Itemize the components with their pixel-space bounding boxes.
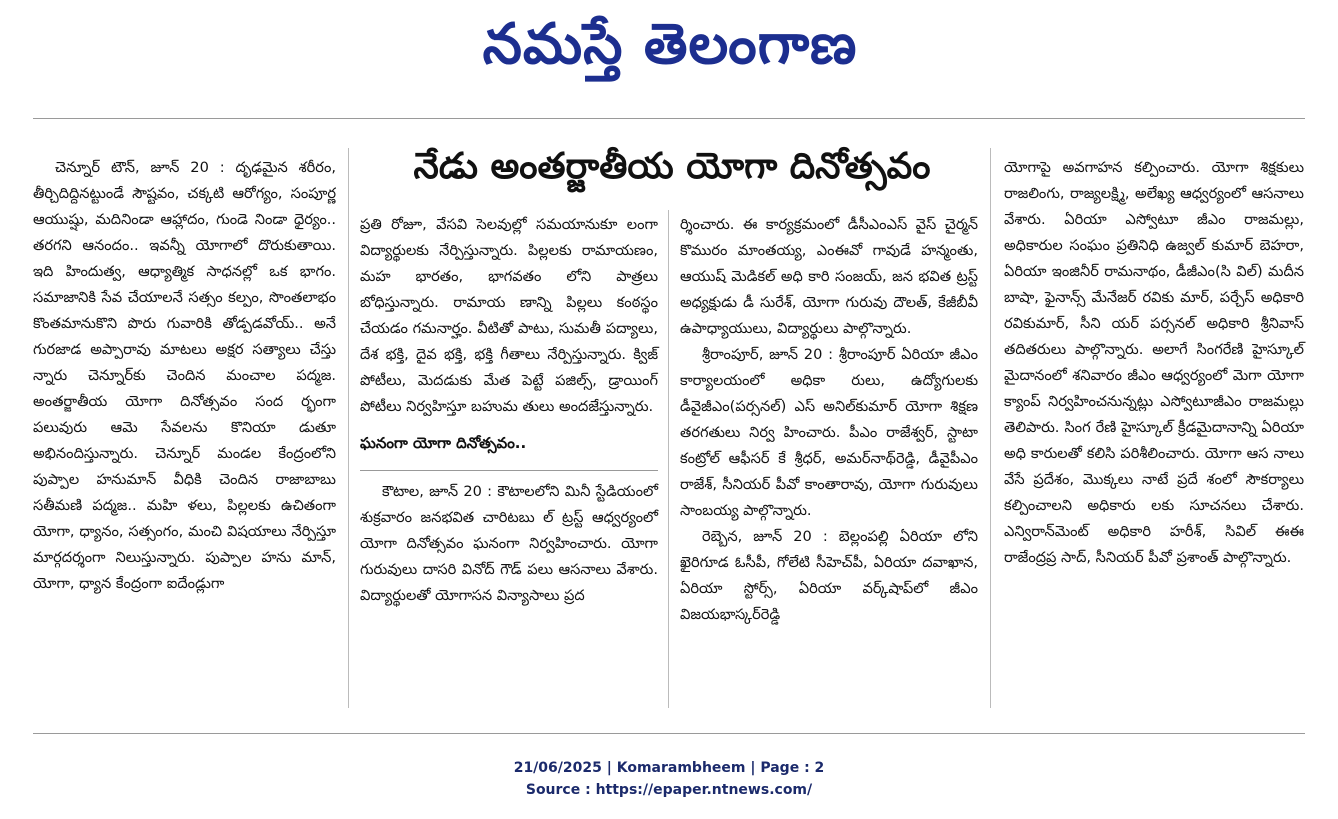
- paragraph: ప్రతి రోజూ, వేసవి సెలవుల్లో సమయానుకూ లంగా విద్యార్థులకు నేర్పిస్తున్నారు. పిల్లలకు రామాయణం, మహ భారతం, భాగవతం లోని పాత్రలు బోధిస్తున్నారు. రామాయ ణాన్ని పిల్లలు కంఠస్థం చేయడం గమనార్హం. వీటితో పాటు, సుమతీ పద్యాలు, దేశ భక్తి, దైవ భక్తి, భక్తి గీతాలు నేర్పిస్తున్నారు. క్విజ్ పోటీలు, మెదడుకు మేత పెట్టే పజిల్స్, డ్రాయింగ్ పోటీలు నిర్వహిస్తూ బహుమ తులు అందజేస్తున్నారు.: [360, 216, 658, 415]
- bottom-divider: [33, 733, 1305, 734]
- footer-date-edition: 21/06/2025 | Komarambheem | Page : 2: [513, 760, 825, 776]
- paragraph: యోగాపై అవగాహన కల్పించారు. యోగా శిక్షకులు రాజలింగు, రాజ్యలక్ష్మి, అలేఖ్య ఆధ్వర్యంలో ఆసనాలు వేశారు. ఏరియా ఎస్వోటూ జీఎం రాజమల్లు, అధికారుల సంఘం ప్రతినిధి ఉజ్వల్ కుమార్ బెహరా, ఏరియా ఇంజినీర్ రామనాథం, డీజీఎం(సి విల్) మదీన బాషా, ఫైనాన్స్ మేనేజర్ రవికు మార్, పర్చేస్ అధికారి రవికుమార్, సీని యర్ పర్సనల్ అధికారి శ్రీనివాస్ తదితరులు పాల్గొన్నారు. అలాగే సింగరేణి హైస్కూల్ మైదానంలో శనివారం జీఎం ఆధ్వర్యంలో మెగా యోగా క్యాంప్ నిర్వహించనున్నట్లు ఎస్వోటూజీఎం రాజమల్లు తెలిపారు. సింగ రేణి హైస్కూల్ క్రీడమైదానాన్ని ఏరియా అధి కారులతో కలిసి పరిశీలించారు. యోగా ఆస నాలు వేసే ప్రదేశం, మొక్కలు నాటే ప్రదే శంలో సౌకర్యాలు కల్పించాలని అధికారు లకు సూచనలు చేశారు. ఎన్విరాన్‌మెంట్ అధికారి హరీశ్, సివిల్ ఈఈ రాజేంద్రప్ర సాద్, సీనియర్ పీవో ప్రశాంత్ పాల్గొన్నారు.: [1004, 159, 1304, 566]
- paragraph: ర్శించారు. ఈ కార్యక్రమంలో డీసీఎంఎస్ వైస్ చైర్మన్ కొమురం మాంతయ్య, ఎంఈవో గావుడే హన్మంతు, ఆయుష్ మెడికల్ అధి కారి సంజయ్, జన భవిత ట్రస్ట్ అధ్యక్షుడు డీ సురేశ్, యోగా గురువు దౌలత్, కేజీబీవీ ఉపాధ్యాయులు, విద్యార్థులు పాల్గొన్నారు.: [680, 216, 978, 337]
- column-divider-3: [990, 148, 991, 708]
- subhead-divider: [360, 470, 658, 471]
- sub-headline: ఘనంగా యోగా దినోత్సవం..: [360, 434, 527, 452]
- paragraph: శ్రీరాంపూర్, జూన్ 20 : శ్రీరాంపూర్ ఏరియా జీఎం కార్యాలయంలో అధికా రులు, ఉద్యోగులకు డీవైజీఎం(పర్సనల్) ఎస్ అనిల్‌కుమార్ యోగా శిక్షణ తరగతులు నిర్వ హించారు. పీఎం రాజేశ్వర్, స్టాటా కంట్రోల్ ఆఫీసర్ కే శ్రీధర్, అమర్‌నాథ్‌రెడ్డి, డీవైపీఎం రాజేశ్, సీనియర్ పీవో కాంతారావు, యోగా గురువులు సాంబయ్య పాల్గొన్నారు.: [680, 346, 978, 519]
- article-column-4: [1004, 155, 1304, 571]
- article-column-1: [33, 155, 336, 597]
- column-divider-2: [668, 210, 669, 708]
- paragraph: చెన్నూర్ టౌన్, జూన్ 20 : దృఢమైన శరీరం, తీర్చిదిద్దినట్టుండే సౌష్టవం, చక్కటి ఆరోగ్యం, సంపూర్ణ ఆయుష్షు, మదినిండా ఆహ్లాదం, గుండె నిండా ధైర్యం.. తరగని ఆనందం.. ఇవన్నీ యోగాలో దొరుకుతాయి. ఇది హిందుత్వ, ఆధ్యాత్మిక సాధనల్లో ఒక భాగం. సమాజానికి సేవ చేయాలనే సత్సం కల్పం, సొంతలాభం కొంతమానుకొని పొరు గువారికి తోడ్పడవోయ్.. అనే గురజాడ అప్పారావు మాటలు అక్షర సత్యాలు చేస్తు న్నారు చెన్నూర్‌కు చెందిన మంచాల పద్మజ. అంతర్జాతీయ యోగా దినోత్సవం సంద ర్భంగా పలువురు ఆమె సేవలను కొనియా డుతూ అభినందిస్తున్నారు. చెన్నూర్ మండల కేంద్రంలోని పుప్పాల హనుమాన్ వీధికి చెందిన రాజాబాబు సతీమణి పద్మజ.. మహి ళలు, పిల్లలకు ఉచితంగా యోగా, ధ్యానం, సత్సంగం, మంచి విషయాలు నేర్పిస్తూ మార్గదర్శంగా నిలుస్తున్నారు. పుప్పాల హను మాన్, యోగా, ధ్యాన కేంద్రంగా ఐదేండ్లుగా: [33, 159, 336, 592]
- paragraph: రెబ్బెన, జూన్ 20 : బెల్లంపల్లి ఏరియా లోని ఖైరిగూడ ఓసీపీ, గోలేటి సీహెచ్‌పీ, ఏరియా దవాఖాన, ఏరియా స్టోర్స్, ఏరియా వర్క్‌షాప్‌లో జీఎం విజయభాస్కర్‌రెడ్డి: [680, 528, 978, 623]
- article-column-2: [360, 212, 658, 609]
- article-headline: నేడు అంతర్జాతీయ యోగా దినోత్సవం: [413, 146, 931, 187]
- column-divider-1: [348, 148, 349, 708]
- footer-source: Source : https://epaper.ntnews.com/: [525, 782, 813, 798]
- masthead: [0, 0, 1338, 100]
- paragraph: కౌటాల, జూన్ 20 : కౌటాలలోని మినీ స్టేడియంలో శుక్రవారం జనభవిత చారిటబు ల్ ట్రస్ట్ ఆధ్వర్యంలో యోగా దినోత్సవం ఘనంగా నిర్వహించారు. యోగా గురువులు దాసరి వినోద్ గౌడ్ పలు ఆసనాలు వేశారు. విద్యార్థులతో యోగాసన విన్యాసాలు ప్రద: [360, 483, 658, 604]
- newspaper-logo: నమస్తే తెలంగాణ: [482, 12, 858, 77]
- article-column-3: [680, 212, 978, 628]
- top-divider: [33, 118, 1305, 119]
